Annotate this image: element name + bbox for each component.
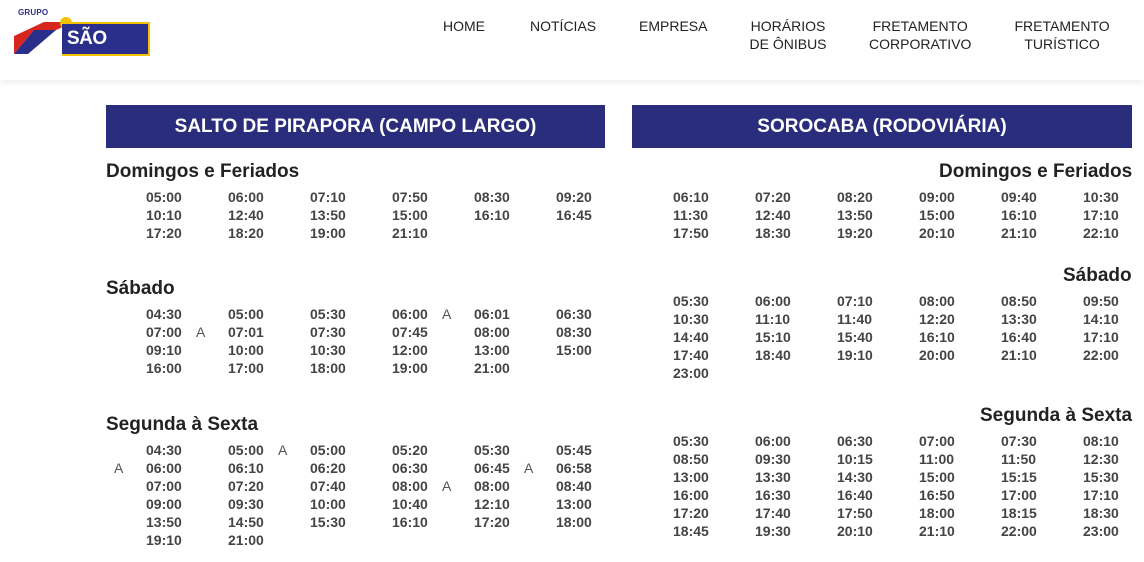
- schedule-heading: Sábado: [106, 278, 175, 299]
- departure-time: 13:00: [673, 469, 709, 485]
- departure-time: 17:10: [1083, 487, 1119, 503]
- departure-time: 17:40: [755, 505, 791, 521]
- departure-time: 06:00: [228, 189, 264, 205]
- departure-time: 05:30: [310, 306, 346, 322]
- departure-time: 05:30: [474, 442, 510, 458]
- departure-time: 21:10: [1001, 225, 1037, 241]
- departure-time: 08:20: [837, 189, 873, 205]
- departure-time: 06:00: [392, 306, 428, 322]
- departure-time: 05:30: [673, 293, 709, 309]
- departure-time: 08:30: [474, 189, 510, 205]
- departure-time: 18:30: [1083, 505, 1119, 521]
- departure-time: 07:30: [310, 324, 346, 340]
- nav-item-notcias[interactable]: [530, 17, 596, 35]
- departure-time: 10:30: [673, 311, 709, 327]
- departure-time: 16:10: [1001, 207, 1037, 223]
- departure-time: 06:10: [228, 460, 264, 476]
- departure-time: 21:00: [474, 360, 510, 376]
- departure-time: 21:10: [392, 225, 428, 241]
- nav-item-line: CORPORATIVO: [869, 36, 972, 52]
- departure-time: 14:50: [228, 514, 264, 530]
- departure-time: 15:40: [837, 329, 873, 345]
- departure-time: 07:40: [310, 478, 346, 494]
- departure-time: 09:40: [1001, 189, 1037, 205]
- right-route-title: SOROCABA (RODOVIÁRIA): [632, 105, 1132, 148]
- nav-item-line: HOME: [443, 18, 485, 34]
- logo-name-text: SÃO JOÃO: [62, 22, 150, 56]
- schedule-heading: Sábado: [1063, 265, 1132, 286]
- departure-time: 15:00: [392, 207, 428, 223]
- departure-time: 12:10: [474, 496, 510, 512]
- schedule-note-marker: A: [196, 324, 206, 340]
- nav-item-line: TURÍSTICO: [1024, 36, 1100, 52]
- left-route-title: SALTO DE PIRAPORA (CAMPO LARGO): [106, 105, 605, 148]
- nav-item-line: EMPRESA: [639, 18, 708, 34]
- departure-time: 08:30: [556, 324, 592, 340]
- departure-time: 10:40: [392, 496, 428, 512]
- departure-time: 17:20: [673, 505, 709, 521]
- departure-time: 05:00: [228, 306, 264, 322]
- departure-time: 08:00: [474, 478, 510, 494]
- departure-time: 07:20: [228, 478, 264, 494]
- departure-time: 11:00: [919, 451, 955, 467]
- departure-time: 19:00: [310, 225, 346, 241]
- departure-time: 17:50: [837, 505, 873, 521]
- departure-time: 16:40: [1001, 329, 1037, 345]
- departure-time: 21:10: [1001, 347, 1037, 363]
- nav-item-fretamento-corporativo[interactable]: [869, 17, 971, 53]
- nav-item-line: NOTÍCIAS: [530, 18, 597, 34]
- departure-time: 17:20: [474, 514, 510, 530]
- departure-time: 09:00: [919, 189, 955, 205]
- departure-time: 21:00: [228, 532, 264, 548]
- departure-time: 16:10: [392, 514, 428, 530]
- departure-time: 11:10: [755, 311, 791, 327]
- departure-time: 05:30: [673, 433, 709, 449]
- schedule-note-marker: A: [442, 478, 452, 494]
- departure-time: 21:10: [919, 523, 955, 539]
- departure-time: 16:00: [146, 360, 182, 376]
- departure-time: 04:30: [146, 306, 182, 322]
- departure-time: 07:00: [146, 324, 182, 340]
- departure-time: 18:00: [310, 360, 346, 376]
- departure-time: 10:00: [310, 496, 346, 512]
- departure-time: 22:00: [1083, 347, 1119, 363]
- schedule-note-marker: A: [114, 460, 124, 476]
- nav-item-horrios-denibus[interactable]: [750, 17, 827, 53]
- departure-time: 18:40: [755, 347, 791, 363]
- departure-time: 07:01: [228, 324, 264, 340]
- departure-time: 08:00: [474, 324, 510, 340]
- departure-time: 10:30: [310, 342, 346, 358]
- nav-item-line: FRETAMENTO: [872, 18, 968, 34]
- departure-time: 16:30: [755, 487, 791, 503]
- departure-time: 06:00: [146, 460, 182, 476]
- departure-time: 08:00: [392, 478, 428, 494]
- nav-item-empresa[interactable]: [639, 17, 707, 35]
- departure-time: 08:40: [556, 478, 592, 494]
- departure-time: 10:15: [837, 451, 873, 467]
- schedule-note-marker: A: [524, 460, 534, 476]
- departure-time: 06:30: [837, 433, 873, 449]
- departure-time: 19:00: [392, 360, 428, 376]
- departure-time: 12:30: [1083, 451, 1119, 467]
- departure-time: 18:00: [919, 505, 955, 521]
- schedule-heading: Segunda à Sexta: [106, 414, 259, 435]
- departure-time: 19:10: [146, 532, 182, 548]
- departure-time: 14:10: [1083, 311, 1119, 327]
- departure-time: 07:10: [310, 189, 346, 205]
- departure-time: 06:10: [673, 189, 709, 205]
- departure-time: 08:50: [673, 451, 709, 467]
- logo-group-text: GRUPO: [18, 8, 49, 17]
- departure-time: 20:00: [919, 347, 955, 363]
- departure-time: 10:30: [1083, 189, 1119, 205]
- departure-time: 16:45: [556, 207, 592, 223]
- departure-time: 17:10: [1083, 329, 1119, 345]
- departure-time: 20:10: [837, 523, 873, 539]
- departure-time: 09:50: [1083, 293, 1119, 309]
- departure-time: 13:50: [837, 207, 873, 223]
- departure-time: 06:58: [556, 460, 592, 476]
- schedule-note-marker: A: [442, 306, 452, 322]
- departure-time: 16:10: [474, 207, 510, 223]
- schedule-heading: Segunda à Sexta: [980, 405, 1133, 426]
- departure-time: 09:10: [146, 342, 182, 358]
- departure-time: 11:30: [673, 207, 709, 223]
- departure-time: 07:30: [1001, 433, 1037, 449]
- departure-time: 14:40: [673, 329, 709, 345]
- departure-time: 05:00: [310, 442, 346, 458]
- departure-time: 12:40: [228, 207, 264, 223]
- departure-time: 05:20: [392, 442, 428, 458]
- departure-time: 14:30: [837, 469, 873, 485]
- departure-time: 11:40: [837, 311, 873, 327]
- departure-time: 15:00: [919, 207, 955, 223]
- nav-item-line: DE ÔNIBUS: [749, 36, 827, 52]
- nav-item-home[interactable]: [443, 17, 485, 35]
- departure-time: 13:30: [755, 469, 791, 485]
- departure-time: 06:30: [556, 306, 592, 322]
- departure-time: 18:15: [1001, 505, 1037, 521]
- departure-time: 13:00: [556, 496, 592, 512]
- departure-time: 13:30: [1001, 311, 1037, 327]
- schedule-note-marker: A: [278, 442, 288, 458]
- departure-time: 10:00: [228, 342, 264, 358]
- departure-time: 20:10: [919, 225, 955, 241]
- nav-item-fretamento-turstico[interactable]: [1015, 17, 1110, 53]
- departure-time: 22:10: [1083, 225, 1119, 241]
- nav-item-line: FRETAMENTO: [1014, 18, 1110, 34]
- departure-time: 06:00: [755, 293, 791, 309]
- departure-time: 09:20: [556, 189, 592, 205]
- departure-time: 15:30: [1083, 469, 1119, 485]
- schedule-heading: Domingos e Feriados: [939, 161, 1133, 182]
- departure-time: 18:00: [556, 514, 592, 530]
- departure-time: 07:50: [392, 189, 428, 205]
- departure-time: 13:50: [310, 207, 346, 223]
- departure-time: 16:10: [919, 329, 955, 345]
- departure-time: 06:01: [474, 306, 510, 322]
- departure-time: 15:15: [1001, 469, 1037, 485]
- departure-time: 15:30: [310, 514, 346, 530]
- departure-time: 23:00: [1083, 523, 1119, 539]
- departure-time: 05:00: [146, 189, 182, 205]
- departure-time: 10:10: [146, 207, 182, 223]
- departure-time: 13:00: [474, 342, 510, 358]
- departure-time: 07:10: [837, 293, 873, 309]
- departure-time: 19:20: [837, 225, 873, 241]
- departure-time: 16:00: [673, 487, 709, 503]
- departure-time: 09:00: [146, 496, 182, 512]
- departure-time: 17:00: [228, 360, 264, 376]
- departure-time: 12:20: [919, 311, 955, 327]
- departure-time: 15:00: [919, 469, 955, 485]
- departure-time: 07:00: [146, 478, 182, 494]
- departure-time: 06:20: [310, 460, 346, 476]
- departure-time: 12:40: [755, 207, 791, 223]
- departure-time: 18:30: [755, 225, 791, 241]
- departure-time: 06:30: [392, 460, 428, 476]
- departure-time: 15:10: [755, 329, 791, 345]
- departure-time: 22:00: [1001, 523, 1037, 539]
- departure-time: 09:30: [755, 451, 791, 467]
- departure-time: 19:10: [837, 347, 873, 363]
- departure-time: 09:30: [228, 496, 264, 512]
- departure-time: 08:50: [1001, 293, 1037, 309]
- departure-time: 12:00: [392, 342, 428, 358]
- schedule-heading: Domingos e Feriados: [106, 161, 300, 182]
- departure-time: 08:00: [919, 293, 955, 309]
- departure-time: 07:20: [755, 189, 791, 205]
- main-nav: [0, 17, 1144, 67]
- departure-time: 17:10: [1083, 207, 1119, 223]
- site-header: [0, 0, 1144, 80]
- departure-time: 06:00: [755, 433, 791, 449]
- departure-time: 11:50: [1001, 451, 1037, 467]
- departure-time: 17:40: [673, 347, 709, 363]
- departure-time: 18:20: [228, 225, 264, 241]
- departure-time: 16:50: [919, 487, 955, 503]
- departure-time: 07:00: [919, 433, 955, 449]
- departure-time: 08:10: [1083, 433, 1119, 449]
- departure-time: 16:40: [837, 487, 873, 503]
- departure-time: 17:50: [673, 225, 709, 241]
- departure-time: 17:20: [146, 225, 182, 241]
- departure-time: 13:50: [146, 514, 182, 530]
- departure-time: 15:00: [556, 342, 592, 358]
- departure-time: 17:00: [1001, 487, 1037, 503]
- departure-time: 18:45: [673, 523, 709, 539]
- nav-item-line: HORÁRIOS: [750, 18, 826, 34]
- departure-time: 05:00: [228, 442, 264, 458]
- departure-time: 06:45: [474, 460, 510, 476]
- departure-time: 19:30: [755, 523, 791, 539]
- departure-time: 05:45: [556, 442, 592, 458]
- departure-time: 23:00: [673, 365, 709, 381]
- departure-time: 04:30: [146, 442, 182, 458]
- departure-time: 07:45: [392, 324, 428, 340]
